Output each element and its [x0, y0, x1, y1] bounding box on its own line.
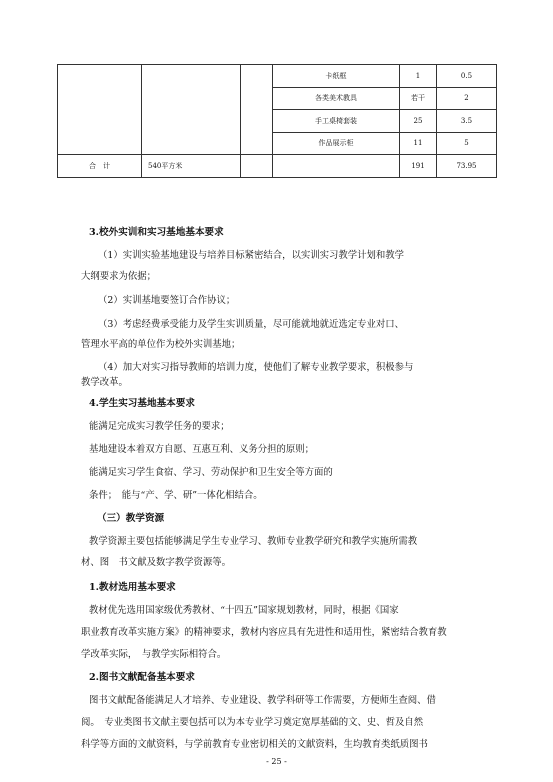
qty-cell: 25	[400, 110, 437, 133]
qty-cell: 11	[400, 132, 437, 155]
paragraph-line: 基地建设本着双方自愿、互惠互利、义务分担的原则；	[89, 444, 315, 455]
total-area: 540平方米	[142, 155, 241, 178]
paragraph-line: 教学资源主要包括能够满足学生专业学习、教师专业教学研究和教学实施所需教	[89, 536, 418, 547]
paragraph-line: 能满足实习学生食宿、学习、劳动保护和卫生安全等方面的	[89, 467, 333, 478]
paragraph-line: （2）实训基地要签订合作协议；	[98, 295, 236, 306]
item-cell: 各类美术教具	[273, 87, 400, 110]
amount-cell: 5	[437, 132, 497, 155]
paragraph-line: 教学改革。	[81, 377, 128, 388]
paragraph-line: 职业教育改革实施方案》的精神要求，教材内容应具有先进性和适用性，紧密结合教育教	[81, 627, 447, 638]
qty-cell: 1	[400, 65, 437, 88]
item-cell: 作品展示柜	[273, 132, 400, 155]
equipment-table	[57, 64, 497, 178]
total-qty: 191	[400, 155, 437, 178]
table-row	[58, 65, 497, 88]
paragraph-line: 能满足完成实习教学任务的要求；	[89, 421, 230, 432]
table-cell	[273, 155, 400, 178]
section-heading: 1.教材选用基本要求	[89, 582, 176, 593]
paragraph-line: （1）实训实验基地建设与培养目标紧密结合，以实训实习教学计划和教学	[98, 250, 404, 261]
section-heading: （三）教学资源	[97, 513, 165, 524]
section-heading: 4.学生实习基地基本要求	[89, 398, 195, 409]
paragraph-line: 材、图 书文献及数字教学资源等。	[81, 557, 232, 568]
paragraph-line: 图书文献配备能满足人才培养、专业建设、教学科研等工作需要，方便师生查阅、借	[89, 695, 436, 706]
paragraph-line: 管理水平高的单位作为校外实训基地；	[81, 339, 241, 350]
amount-cell: 0.5	[437, 65, 497, 88]
qty-cell: 若干	[400, 87, 437, 110]
section-heading: 3.校外实训和实习基地基本要求	[89, 227, 224, 238]
amount-cell: 2	[437, 87, 497, 110]
paragraph-line: （3）考虑经费承受能力及学生实训质量，尽可能就地就近选定专业对口、	[98, 319, 404, 330]
paragraph-line: 条件； 能与“产、学、研”一体化相结合。	[89, 490, 263, 501]
table-cell	[142, 65, 241, 155]
table-cell	[241, 155, 273, 178]
table-cell	[241, 65, 273, 155]
paragraph-line: 教材优先选用国家级优秀教材、“十四五”国家规划教材，同时，根据《国家	[89, 605, 399, 616]
paragraph-line: 阅。 专业类图书文献主要包括可以为本专业学习奠定宽厚基础的文、史、哲及自然	[81, 717, 424, 728]
paragraph-line: （4）加大对实习指导教师的培训力度，使他们了解专业教学要求，积极参与	[98, 362, 414, 373]
paragraph-line: 学改革实际， 与教学实际相符合。	[81, 649, 227, 660]
item-cell: 手工桌椅套装	[273, 110, 400, 133]
section-heading: 2.图书文献配备基本要求	[89, 672, 195, 683]
total-amount: 73.95	[437, 155, 497, 178]
paragraph-line: 科学等方面的文献资料，与学前教育专业密切相关的文献资料，生均教育类纸质图书	[81, 739, 428, 750]
total-row	[58, 155, 497, 178]
page-number: - 25 -	[266, 757, 287, 766]
paragraph-line: 大纲要求为依据；	[81, 271, 157, 282]
item-cell: 卡纸框	[273, 65, 400, 88]
table-cell	[58, 65, 142, 155]
amount-cell: 3.5	[437, 110, 497, 133]
total-label: 合 计	[58, 155, 142, 178]
